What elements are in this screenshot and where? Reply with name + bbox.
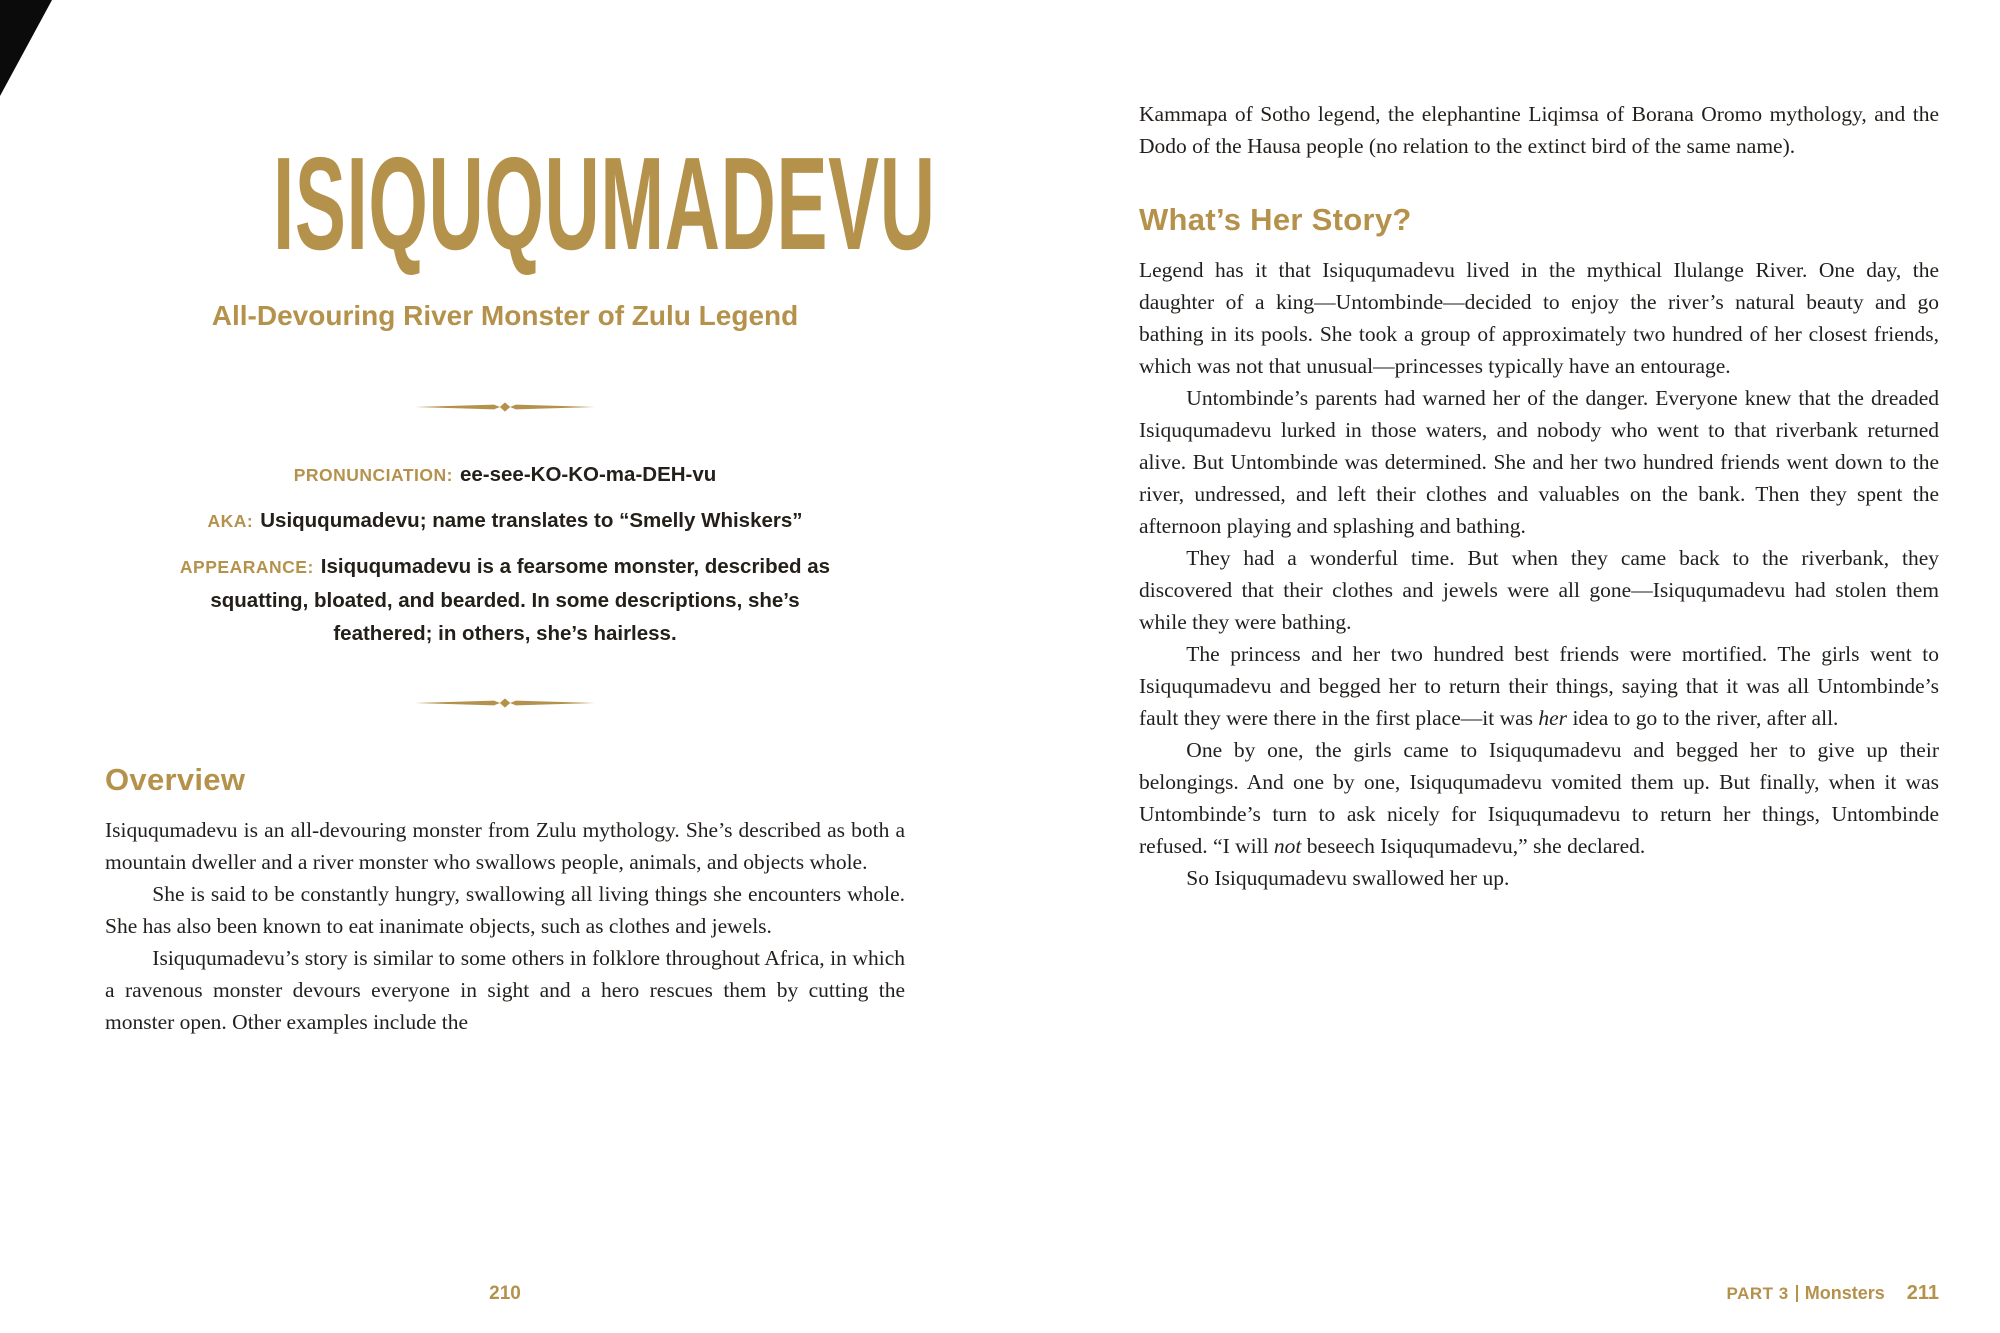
body-paragraph: They had a wonderful time. But when they came back to the riverbank, they discovered that their clothes and jewels were all gone—Isiququmadevu had stolen them while they were bathing.: [1139, 546, 1939, 634]
page-number-right: 211: [1906, 1282, 1939, 1304]
chapter-title: ISIQUQUMADEVU: [273, 130, 936, 277]
footer-section-label: Monsters: [1804, 1283, 1885, 1303]
body-paragraph: Legend has it that Isiququmadevu lived in the mythical Ilulange River. One day, the daughter of a king—Untombinde—decided to enjoy the river’s natural beauty and go bathing in its pools. She took a group of approximately two hundred of her closest friends, which was not that unusual—princesses typically have an entourage.: [1139, 258, 1939, 378]
story-heading: What’s Her Story?: [1139, 202, 1412, 237]
stat-label-aka: AKA:: [207, 511, 254, 531]
body-paragraph: Kammapa of Sotho legend, the elephantine Liqimsa of Borana Oromo mythology, and the Dodo of the Hausa people (no relation to the extinct bird of the same name).: [1139, 102, 1939, 158]
stats-block: [105, 458, 905, 650]
body-paragraph: She is said to be constantly hungry, swallowing all living things she encounters whole. She has also been known to eat inanimate objects, such as clothes and jewels.: [105, 882, 905, 938]
continuation-paragraph: [1139, 98, 1939, 162]
body-paragraph: Untombinde’s parents had warned her of the danger. Everyone knew that the dreaded Isiququmadevu lurked in those waters, and nobody who went to that riverbank returned alive. But Untombinde was determined. She and her two hundred friends went down to the river, undressed, and left their clothes and valuables on the bank. Then they spent the afternoon playing and splashing and bathing.: [1139, 386, 1939, 538]
stat-pronunciation: [175, 458, 835, 492]
stat-value-pronunciation: ee-see-KO-KO-ma-DEH-vu: [460, 463, 717, 486]
chapter-subtitle: All-Devouring River Monster of Zulu Legend: [211, 300, 799, 331]
right-page: [1139, 0, 1939, 1333]
body-paragraph: The princess and her two hundred best friends were mortified. The girls went to Isiququmadevu and begged her to return their things, saying that it was all Untombinde’s fault they were there in the first place—it was her idea to go to the river, after all.: [1139, 642, 1939, 730]
stat-value-aka: Usiququmadevu; name translates to “Smelly Whiskers”: [260, 509, 803, 532]
stat-aka: [175, 504, 835, 538]
body-paragraph: One by one, the girls came to Isiququmadevu and begged her to give up their belongings. And one by one, Isiququmadevu vomited them up. But finally, when it was Untombinde’s turn to ask nicely for Isiququmadevu to return her things, Untombinde refused. “I will not beseech Isiququmadevu,” she declared.: [1139, 738, 1939, 858]
overview-heading: Overview: [105, 762, 246, 797]
footer: [1727, 1282, 1939, 1305]
footer-separator: [1796, 1285, 1798, 1302]
divider-ornament: [415, 696, 595, 710]
page-corner-shadow: [0, 0, 52, 96]
body-paragraph: Isiququmadevu is an all-devouring monster from Zulu mythology. She’s described as both a mountain dweller and a river monster who swallows people, animals, and objects whole.: [105, 818, 905, 874]
stat-label-pronunciation: PRONUNCIATION:: [293, 465, 453, 485]
stat-label-appearance: APPEARANCE:: [179, 557, 314, 577]
divider-ornament: [415, 400, 595, 414]
page-number-left: 210: [489, 1283, 521, 1304]
stat-value-appearance: Isiququmadevu is a fearsome monster, described as squatting, bloated, and bearded. In some descriptions, she’s feathered; in others, she’s hairless.: [210, 555, 831, 645]
footer-part-label: PART 3: [1726, 1283, 1789, 1303]
story-paragraphs: [1139, 254, 1939, 894]
body-paragraph: So Isiququmadevu swallowed her up.: [1186, 866, 1510, 890]
body-paragraph: Isiququmadevu’s story is similar to some others in folklore throughout Africa, in which a ravenous monster devours everyone in sight and a hero rescues them by cutting the monster open. Other examples include the: [105, 946, 905, 1034]
overview-paragraphs: [105, 814, 905, 1038]
left-page: [105, 0, 936, 1333]
stat-appearance: [175, 550, 835, 650]
